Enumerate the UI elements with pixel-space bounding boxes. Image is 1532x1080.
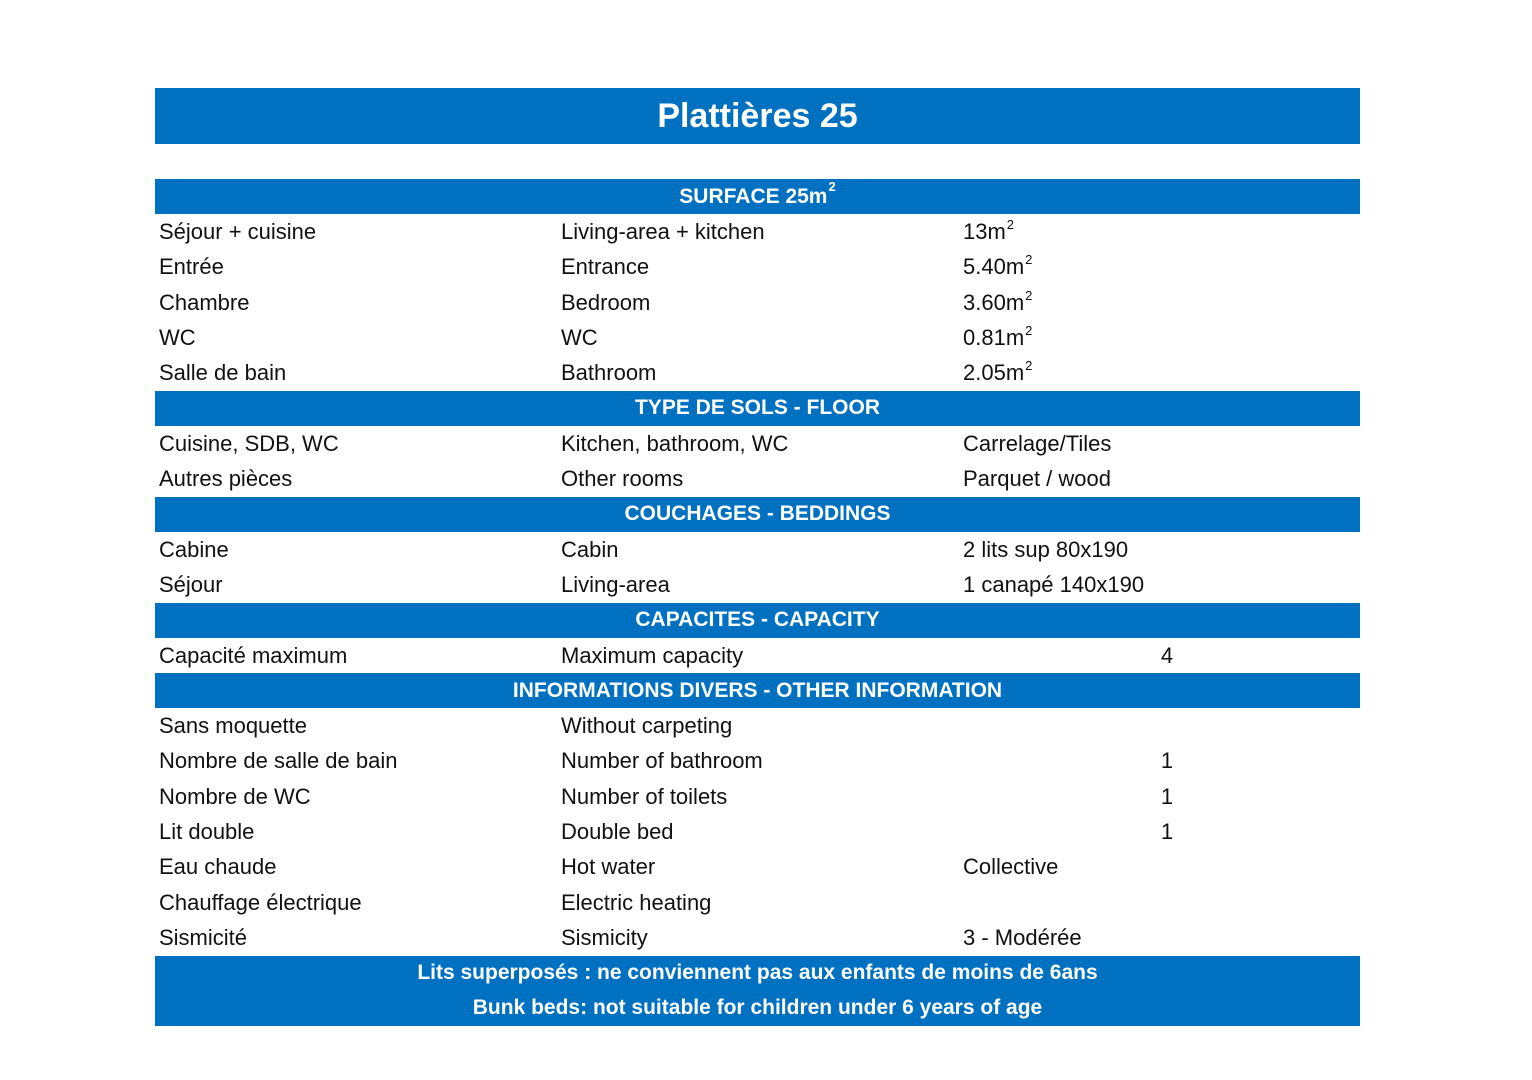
row-label-fr: Autres pièces xyxy=(159,466,293,492)
table-row xyxy=(155,638,1360,673)
row-label-fr: Eau chaude xyxy=(159,854,277,880)
table-row xyxy=(155,567,1360,602)
row-count: 1 xyxy=(1160,818,1174,844)
row-value: 3 - Modérée xyxy=(963,924,1082,950)
row-label-en: Living-area + kitchen xyxy=(561,218,765,244)
row-value: 1 canapé 140x190 xyxy=(963,571,1145,597)
row-value xyxy=(959,216,1360,245)
row-label-en: Sismicity xyxy=(561,924,648,950)
table-row xyxy=(155,214,1360,249)
row-label-en: Number of toilets xyxy=(561,783,728,809)
row-label-fr: Lit double xyxy=(159,818,255,844)
row-label-en: Living-area xyxy=(561,571,670,597)
table-row xyxy=(155,532,1360,567)
row-count: 1 xyxy=(1160,748,1174,774)
row-label-fr: Capacité maximum xyxy=(159,642,348,668)
row-value: Collective xyxy=(963,854,1059,880)
row-label-en: Hot water xyxy=(561,854,656,880)
table-row xyxy=(155,814,1360,849)
area-unit-sup: 2 xyxy=(1025,322,1033,338)
table-row xyxy=(155,885,1360,920)
table-row xyxy=(155,355,1360,390)
property-sheet xyxy=(155,88,1360,1026)
row-label-fr: Nombre de WC xyxy=(159,783,311,809)
area-unit-sup: 2 xyxy=(1025,287,1033,303)
row-label-fr: Sans moquette xyxy=(159,713,307,739)
row-label-en: Electric heating xyxy=(561,889,712,915)
row-label-en: Double bed xyxy=(561,818,674,844)
row-value: Carrelage/Tiles xyxy=(963,430,1112,456)
surface-header-sup: 2 xyxy=(828,179,836,195)
row-label-en: Kitchen, bathroom, WC xyxy=(561,430,789,456)
section-header-capacity: CAPACITES - CAPACITY xyxy=(155,603,1360,638)
table-row xyxy=(155,250,1360,285)
area-unit-sup: 2 xyxy=(1025,252,1033,268)
row-label-fr: Chauffage électrique xyxy=(159,889,362,915)
row-label-en: Number of bathroom xyxy=(561,748,763,774)
row-label-fr: Séjour xyxy=(159,571,223,597)
section-header-surface xyxy=(155,179,1360,214)
row-label-en: Cabin xyxy=(561,536,619,562)
row-label-fr: WC xyxy=(159,324,196,350)
surface-header-text: SURFACE 25m xyxy=(679,184,828,208)
table-row xyxy=(155,850,1360,885)
table-row xyxy=(155,285,1360,320)
row-value xyxy=(959,360,1360,386)
row-label-en: Entrance xyxy=(561,254,650,280)
section-header-other: INFORMATIONS DIVERS - OTHER INFORMATION xyxy=(155,673,1360,708)
row-label-fr: Entrée xyxy=(159,254,224,280)
section-header-beddings: COUCHAGES - BEDDINGS xyxy=(155,497,1360,532)
row-label-fr: Séjour + cuisine xyxy=(159,218,317,244)
area-value: 13m xyxy=(963,218,1006,244)
row-label-en: Bedroom xyxy=(561,289,651,315)
row-label-en: Bathroom xyxy=(561,360,657,386)
table-row xyxy=(155,708,1360,743)
row-label-fr: Chambre xyxy=(159,289,250,315)
area-value: 5.40m xyxy=(963,254,1025,280)
page-title: Plattières 25 xyxy=(155,88,1360,144)
row-label-fr: Sismicité xyxy=(159,924,248,950)
table-row xyxy=(155,779,1360,814)
table-row xyxy=(155,744,1360,779)
warning-line-en: Bunk beds: not suitable for children under 6 years of age xyxy=(472,996,1043,1020)
area-unit-sup: 2 xyxy=(1006,216,1015,232)
row-label-fr: Cabine xyxy=(159,536,229,562)
row-label-fr: Nombre de salle de bain xyxy=(159,748,398,774)
row-label-fr: Salle de bain xyxy=(159,360,287,386)
warning-footer xyxy=(155,956,1360,1027)
row-value xyxy=(959,322,1360,351)
row-value xyxy=(959,287,1360,316)
area-unit-sup: 2 xyxy=(1025,358,1033,374)
section-header-floor: TYPE DE SOLS - FLOOR xyxy=(155,391,1360,426)
row-value xyxy=(959,254,1360,280)
table-row xyxy=(155,461,1360,496)
row-count: 4 xyxy=(1160,642,1174,668)
row-label-en: Other rooms xyxy=(561,466,684,492)
row-value: Parquet / wood xyxy=(963,466,1111,492)
row-label-en: Maximum capacity xyxy=(561,642,744,668)
row-label-fr: Cuisine, SDB, WC xyxy=(159,430,339,456)
area-value: 2.05m xyxy=(963,360,1025,386)
row-value: 2 lits sup 80x190 xyxy=(963,536,1129,562)
table-row xyxy=(155,426,1360,461)
table-row xyxy=(155,320,1360,355)
row-label-en: Without carpeting xyxy=(561,713,733,739)
row-count: 1 xyxy=(1160,783,1174,809)
table-row xyxy=(155,920,1360,955)
area-value: 0.81m xyxy=(963,324,1025,350)
area-value: 3.60m xyxy=(963,289,1025,315)
row-label-en: WC xyxy=(561,324,598,350)
warning-line-fr: Lits superposés : ne conviennent pas aux enfants de moins de 6ans xyxy=(417,961,1098,985)
